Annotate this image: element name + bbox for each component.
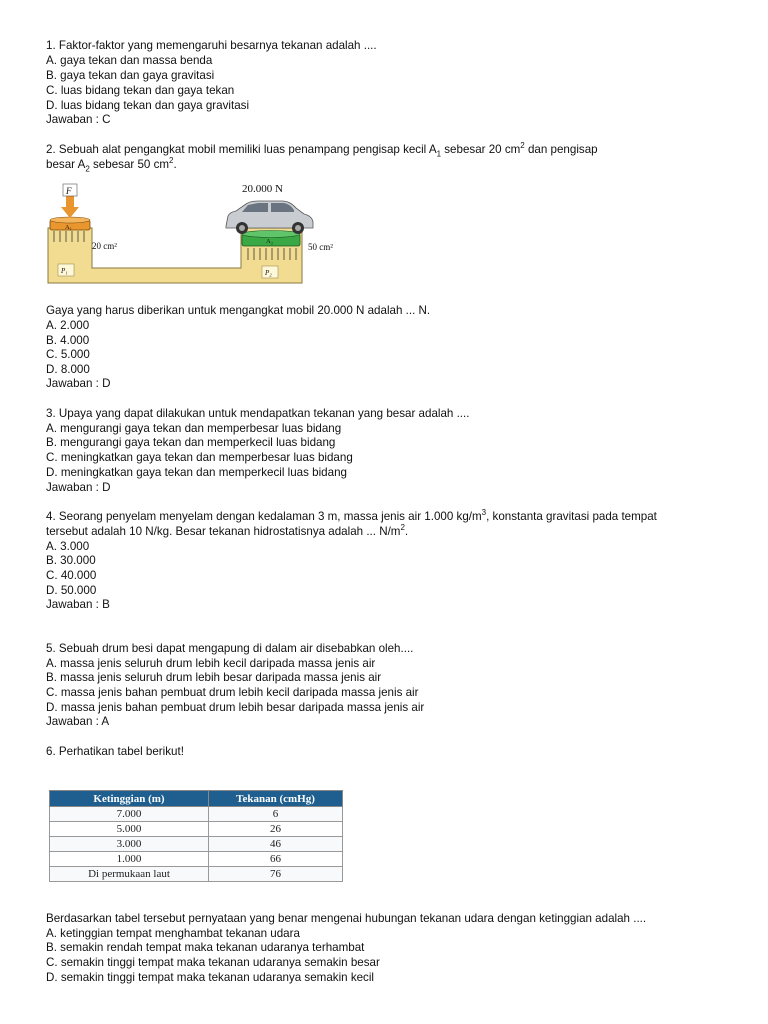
q3-option-d: D. meningkatkan gaya tekan dan memperkecil luas bidang — [46, 466, 347, 479]
table-cell: 76 — [209, 867, 343, 882]
q2-answer: Jawaban : D — [46, 377, 111, 390]
q2-option-a: A. 2.000 — [46, 319, 90, 332]
q3-question: 3. Upaya yang dapat dilakukan untuk mendapatkan tekanan yang besar adalah .... — [46, 407, 470, 420]
q1-answer: Jawaban : C — [46, 113, 111, 126]
q2-option-d: D. 8.000 — [46, 363, 90, 376]
q5-question: 5. Sebuah drum besi dapat mengapung di dalam air disebabkan oleh.... — [46, 642, 414, 655]
q4-option-d: D. 50.000 — [46, 584, 97, 597]
weight-label: 20.000 N — [242, 183, 283, 195]
table-cell: 5.000 — [50, 822, 209, 837]
q6-option-a: A. ketinggian tempat menghambat tekanan udara — [46, 927, 300, 940]
q3-option-c: C. meningkatkan gaya tekan dan memperbesar luas bidang — [46, 451, 353, 464]
q5-option-d: D. massa jenis bahan pembuat drum lebih besar daripada massa jenis air — [46, 701, 425, 714]
large-area-label: 50 cm² — [308, 242, 333, 252]
q4-question-line1: 4. Seorang penyelam menyelam dengan kedalaman 3 m, massa jenis air 1.000 $kg/m^3$, konstanta gravitasi pada tempat — [46, 508, 657, 523]
q4-option-b: B. 30.000 — [46, 554, 96, 567]
table-row — [50, 852, 343, 867]
force-label: F — [66, 186, 72, 196]
q3-option-b: B. mengurangi gaya tekan dan memperkecil luas bidang — [46, 436, 336, 449]
q5-option-b: B. massa jenis seluruh drum lebih besar daripada massa jenis air — [46, 671, 382, 684]
header-pressure: Tekanan (cmHg) — [209, 791, 343, 807]
p2-label: P₂ — [265, 269, 272, 277]
small-area-label: 20 cm² — [92, 241, 117, 251]
q1-option-c: C. luas bidang tekan dan gaya tekan — [46, 84, 235, 97]
q4-option-a: A. 3.000 — [46, 540, 90, 553]
q4-question-line2: tersebut adalah 10 N/kg. Besar tekanan hidrostatisnya adalah ... $N/m^2$. — [46, 523, 409, 538]
q3-option-a: A. mengurangi gaya tekan dan memperbesar luas bidang — [46, 422, 342, 435]
q1-question: 1. Faktor-faktor yang memengaruhi besarnya tekanan adalah .... — [46, 39, 377, 52]
q4-option-c: C. 40.000 — [46, 569, 97, 582]
table-cell: 66 — [209, 852, 343, 867]
q2-prompt: Gaya yang harus diberikan untuk mengangkat mobil 20.000 N adalah ... N. — [46, 304, 431, 317]
piston2-label: A₂ — [266, 238, 273, 245]
table-cell: 46 — [209, 837, 343, 852]
p1-label: P₁ — [61, 267, 68, 275]
q1-option-d: D. luas bidang tekan dan gaya gravitasi — [46, 99, 250, 112]
table-row — [50, 807, 343, 822]
table-row — [50, 837, 343, 852]
table-cell: 6 — [209, 807, 343, 822]
q2-option-b: B. 4.000 — [46, 334, 90, 347]
q2-option-c: C. 5.000 — [46, 348, 90, 361]
q1-option-a: A. gaya tekan dan massa benda — [46, 54, 213, 67]
q3-answer: Jawaban : D — [46, 481, 111, 494]
table-cell: 7.000 — [50, 807, 209, 822]
table-header-row — [50, 791, 343, 807]
q5-option-a: A. massa jenis seluruh drum lebih kecil daripada massa jenis air — [46, 657, 376, 670]
q6-option-c: C. semakin tinggi tempat maka tekanan udaranya semakin besar — [46, 956, 380, 969]
q6-option-d: D. semakin tinggi tempat maka tekanan udaranya semakin kecil — [46, 971, 375, 984]
q6-prompt: Berdasarkan tabel tersebut pernyataan yang benar mengenai hubungan tekanan udara dengan ketinggian adalah .... — [46, 912, 647, 925]
q5-option-c: C. massa jenis bahan pembuat drum lebih kecil daripada massa jenis air — [46, 686, 419, 699]
q5-answer: Jawaban : A — [46, 715, 110, 728]
q6-option-b: B. semakin rendah tempat maka tekanan udaranya terhambat — [46, 941, 365, 954]
altitude-pressure-table — [49, 790, 343, 882]
q2-question-line1: 2. Sebuah alat pengangkat mobil memiliki luas penampang pengisap kecil $A_1$ sebesar 20 $cm^2$ dan pengisap — [46, 141, 598, 159]
hydraulic-press-diagram — [46, 178, 356, 288]
table-cell: 1.000 — [50, 852, 209, 867]
table-cell: 3.000 — [50, 837, 209, 852]
q4-answer: Jawaban : B — [46, 598, 110, 611]
table-cell: 26 — [209, 822, 343, 837]
q2-question-line2: besar $A_2$ sebesar 50 $cm^2$. — [46, 156, 177, 174]
table-row — [50, 867, 343, 882]
table-cell: Di permukaan laut — [50, 867, 209, 882]
q1-option-b: B. gaya tekan dan gaya gravitasi — [46, 69, 215, 82]
table-row — [50, 822, 343, 837]
q6-question: 6. Perhatikan tabel berikut! — [46, 745, 184, 758]
piston1-label: A₁ — [65, 224, 72, 231]
header-altitude: Ketinggian (m) — [50, 791, 209, 807]
